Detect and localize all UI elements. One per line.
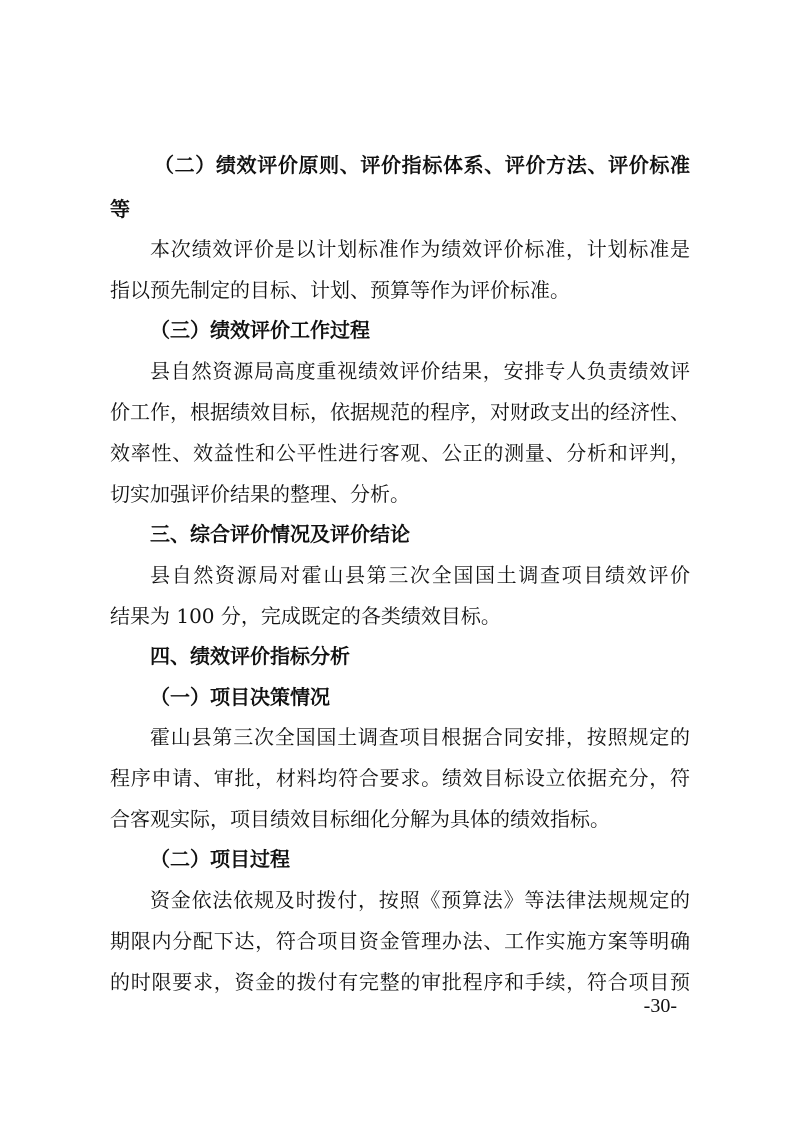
subsection-heading-process: （二）项目过程 <box>150 847 290 871</box>
section-heading-analysis: 四、绩效评价指标分析 <box>150 644 350 668</box>
paragraph-line: 的时限要求，资金的拨付有完整的审批程序和手续，符合项目预 <box>110 970 690 994</box>
paragraph-line: 指以预先制定的目标、计划、预算等作为评价标准。 <box>110 278 570 302</box>
page-number: -30- <box>643 995 677 1017</box>
section-heading-overall: 三、综合评价情况及评价结论 <box>150 522 410 546</box>
subsection-heading-decision: （一）项目决策情况 <box>150 685 330 709</box>
section-heading-principles-cont: 等 <box>110 197 130 221</box>
section-heading-principles: （二）绩效评价原则、评价指标体系、评价方法、评价标准 <box>154 153 690 177</box>
paragraph-line: 切实加强评价结果的整理、分析。 <box>110 482 410 506</box>
paragraph-line: 期限内分配下达，符合项目资金管理办法、工作实施方案等明确 <box>110 929 690 953</box>
paragraph-line: 程序申请、审批，材料均符合要求。绩效目标设立依据充分，符 <box>110 766 690 790</box>
paragraph-line: 资金依法依规及时拨付，按照《预算法》等法律法规规定的 <box>150 888 690 912</box>
paragraph-line: 县自然资源局对霍山县第三次全国国土调查项目绩效评价 <box>150 563 690 587</box>
paragraph-line: 合客观实际，项目绩效目标细化分解为具体的绩效指标。 <box>110 807 610 831</box>
section-heading-process: （三）绩效评价工作过程 <box>150 318 370 342</box>
paragraph-line: 霍山县第三次全国国土调查项目根据合同安排，按照规定的 <box>150 725 690 749</box>
paragraph-line: 效率性、效益性和公平性进行客观、公正的测量、分析和评判， <box>110 441 690 465</box>
paragraph-line: 县自然资源局高度重视绩效评价结果，安排专人负责绩效评 <box>150 359 690 383</box>
paragraph-line: 本次绩效评价是以计划标准作为绩效评价标准，计划标准是 <box>150 237 690 261</box>
paragraph-line: 价工作，根据绩效目标，依据规范的程序，对财政支出的经济性、 <box>110 400 690 424</box>
paragraph-line: 结果为 100 分，完成既定的各类绩效目标。 <box>110 604 501 628</box>
